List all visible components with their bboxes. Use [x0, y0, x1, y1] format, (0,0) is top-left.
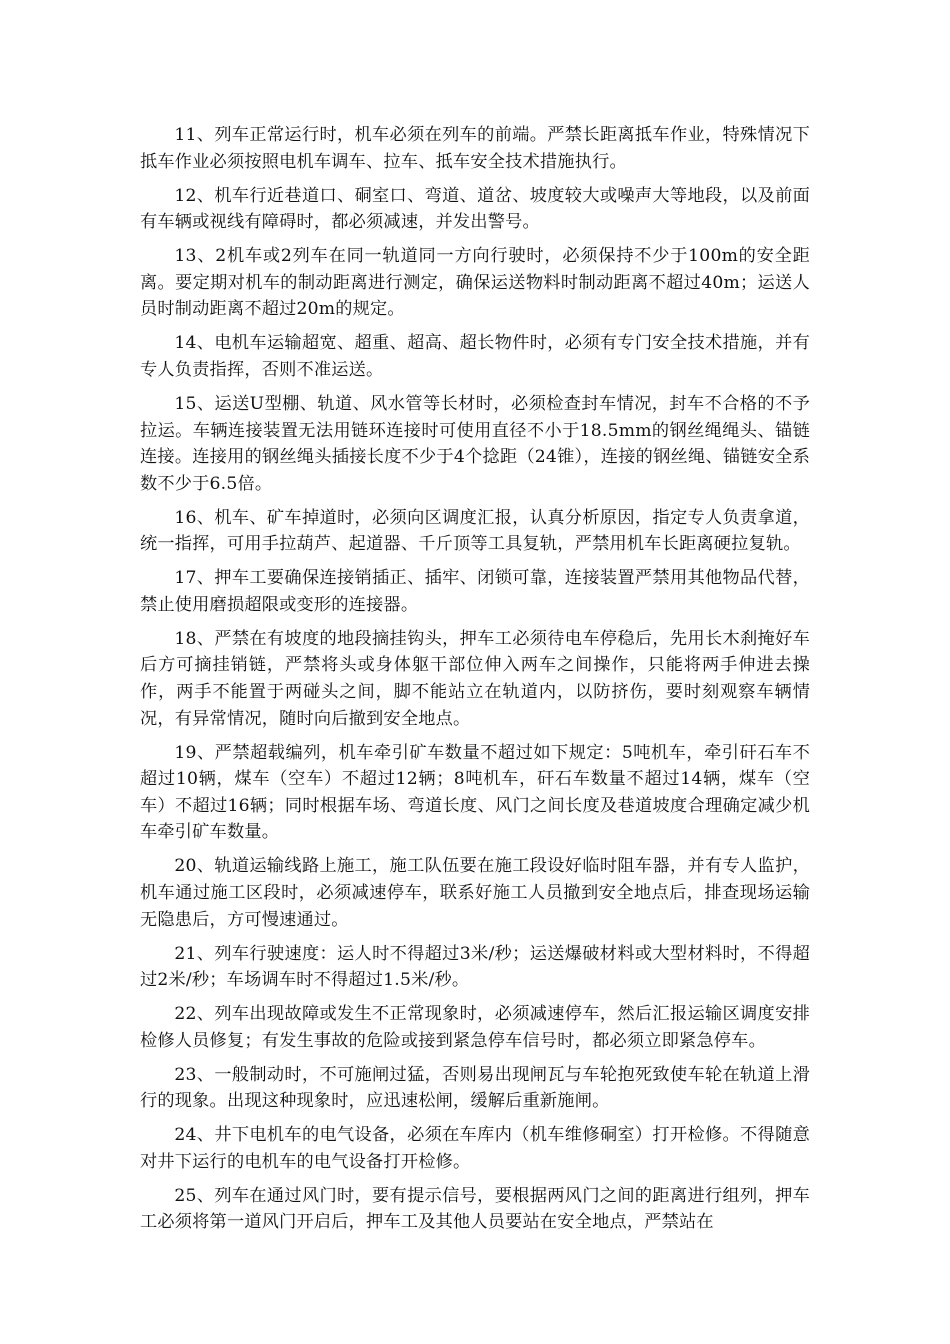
paragraph-13: 13、2机车或2列车在同一轨道同一方向行驶时，必须保持不少于100m的安全距离。要定期对机车的制动距离进行测定，确保运送物料时制动距离不超过40m；运送人员时制动距离不超过20m的规定。: [140, 246, 810, 320]
paragraph-20: 20、轨道运输线路上施工，施工队伍要在施工段设好临时阻车器，并有专人监护，机车通过施工区段时，必须减速停车，联系好施工人员撤到安全地点后，排查现场运输无隐患后，方可慢速通过。: [140, 856, 810, 930]
paragraph-21: 21、列车行驶速度：运人时不得超过3米/秒；运送爆破材料或大型材料时，不得超过2米/秒；车场调车时不得超过1.5米/秒。: [140, 943, 810, 991]
paragraph-18: 18、严禁在有坡度的地段摘挂钩头，押车工必须待电车停稳后，先用长木刹掩好车后方可摘挂销链，严禁将头或身体躯干部位伸入两车之间操作，只能将两手伸进去操作，两手不能置于两碰头之间，脚不能站立在轨道内，以防挤伤，要时刻观察车辆情况，有异常情况，随时向后撤到安全地点。: [140, 628, 810, 729]
paragraph-11: 11、列车正常运行时，机车必须在列车的前端。严禁长距离抵车作业，特殊情况下抵车作业必须按照电机车调车、拉车、抵车安全技术措施执行。: [140, 125, 810, 172]
paragraph-19: 19、严禁超载编列，机车牵引矿车数量不超过如下规定：5吨机车，牵引矸石车不超过10辆，煤车（空车）不超过12辆；8吨机车，矸石车数量不超过14辆，煤车（空车）不超过16辆；同时根据车场、弯道长度、风门之间长度及巷道坡度合理确定减少机车牵引矿车数量。: [140, 742, 810, 843]
paragraph-23: 23、一般制动时，不可施闸过猛，否则易出现闸瓦与车轮抱死致使车轮在轨道上滑行的现象。出现这种现象时，应迅速松闸，缓解后重新施闸。: [140, 1064, 810, 1112]
paragraph-25: 25、列车在通过风门时，要有提示信号，要根据两风门之间的距离进行组列，押车工必须将第一道风门开启后，押车工及其他人员要站在安全地点，严禁站在: [140, 1185, 810, 1233]
document-page: [140, 122, 810, 1243]
paragraph-16: 16、机车、矿车掉道时，必须向区调度汇报，认真分析原因，指定专人负责拿道，统一指挥，可用手拉葫芦、起道器、千斤顶等工具复轨，严禁用机车长距离硬拉复轨。: [140, 507, 810, 555]
paragraph-17: 17、押车工要确保连接销插正、插牢、闭锁可靠，连接装置严禁用其他物品代替，禁止使用磨损超限或变形的连接器。: [140, 568, 810, 615]
paragraph-12: 12、机车行近巷道口、硐室口、弯道、道岔、坡度较大或噪声大等地段，以及前面有车辆或视线有障碍时，都必须减速，并发出警号。: [140, 185, 810, 233]
paragraph-14: 14、电机车运输超宽、超重、超高、超长物件时，必须有专门安全技术措施，并有专人负责指挥，否则不准运送。: [140, 333, 810, 380]
paragraph-15: 15、运送U型棚、轨道、风水管等长材时，必须检查封车情况，封车不合格的不予拉运。车辆连接装置无法用链环连接时可使用直径不小于18.5mm的钢丝绳绳头、锚链连接。连接用的钢丝绳头插接长度不少于4个捻距（24锥），连接的钢丝绳、锚链安全系数不少于6.5倍。: [140, 393, 810, 494]
paragraph-24: 24、井下电机车的电气设备，必须在车库内（机车维修硐室）打开检修。不得随意对井下运行的电机车的电气设备打开检修。: [140, 1125, 810, 1172]
paragraph-22: 22、列车出现故障或发生不正常现象时，必须减速停车，然后汇报运输区调度安排检修人员修复；有发生事故的危险或接到紧急停车信号时，都必须立即紧急停车。: [140, 1004, 810, 1051]
